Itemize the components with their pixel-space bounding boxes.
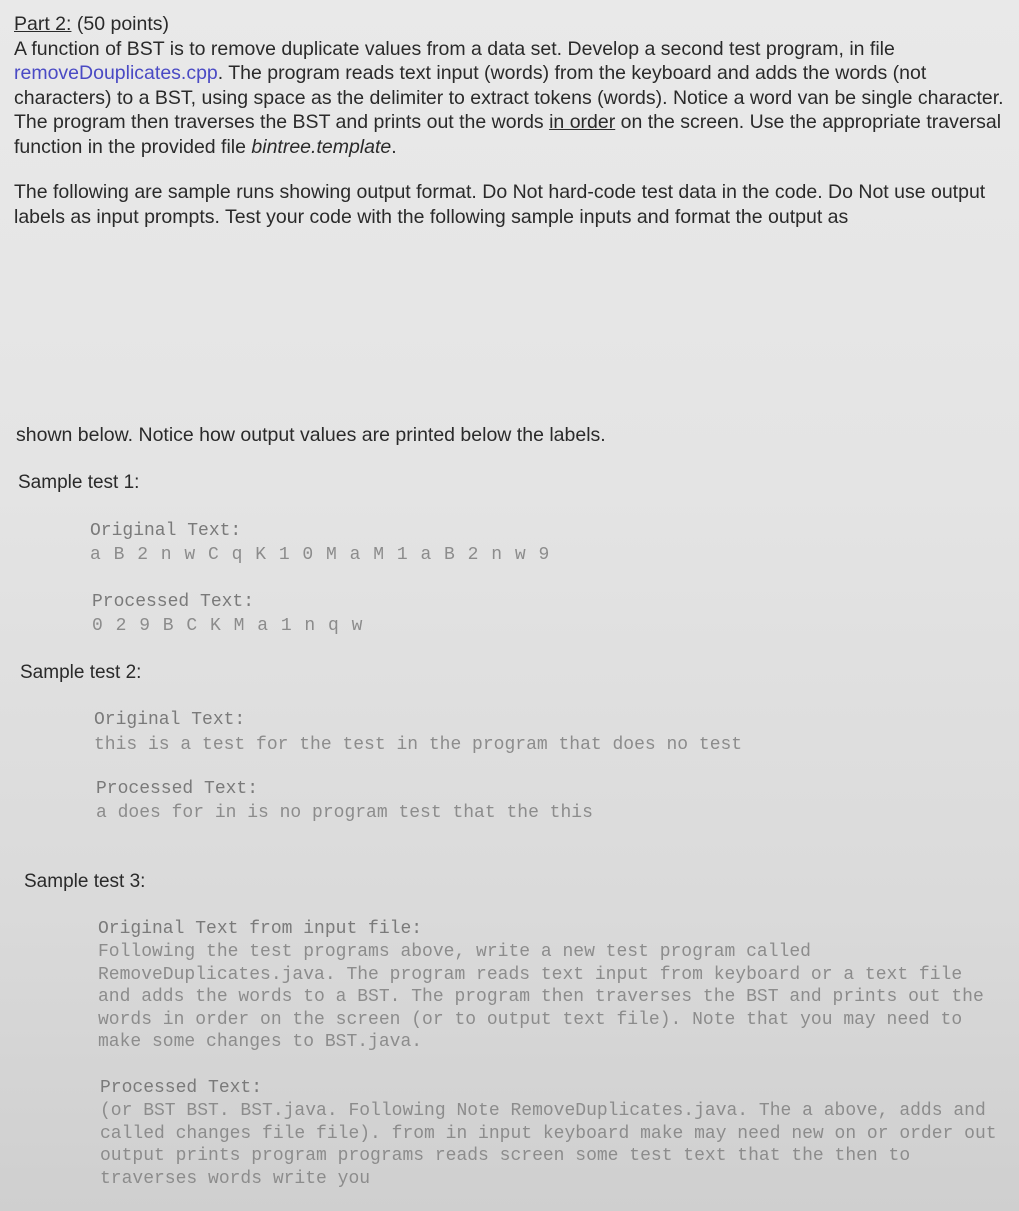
part-points: (50 points) <box>71 13 170 35</box>
sample-3-processed-text: (or BST BST. BST.java. Following Note RemoveDuplicates.java. The a above, adds and called changes file file). from in input keyboard make may need new on or order out output prints program programs reads screen some test text that the then to traverses words write you <box>100 1101 1008 1189</box>
sample-1-title: Sample test 1: <box>18 472 140 493</box>
sample-2-processed-label: Processed Text: <box>96 779 259 799</box>
intro-paragraph <box>14 12 1009 159</box>
sample-3-processed-label: Processed Text: <box>100 1078 263 1098</box>
filename-link: removeDouplicates.cpp <box>14 62 218 84</box>
template-filename: bintree.template <box>251 135 392 158</box>
in-order-text: in order <box>549 111 616 133</box>
sample-2-title: Sample test 2: <box>20 662 142 683</box>
sample-2-original-label: Original Text: <box>94 710 246 730</box>
sample-2-original-text: this is a test for the test in the program that does no test <box>94 735 743 755</box>
sample-3-title: Sample test 3: <box>24 871 146 892</box>
sample-1-processed-label: Processed Text: <box>92 592 255 612</box>
sample-2-processed-text: a does for in is no program test that the this <box>96 803 593 823</box>
sample-3-original-text: Following the test programs above, write a new test program called RemoveDuplicates.java. The program reads text input from keyboard or a text file and adds the words to a BST. The program then traverses the BST and prints out the words in order on the screen (or to output text file). Note that you may need to make some changes to BST.java. <box>98 942 995 1052</box>
intro-text-1: A function of BST is to remove duplicate values from a data set. Develop a second test program, in file <box>14 37 895 60</box>
notice-paragraph: shown below. Notice how output values are printed below the labels. <box>16 424 606 446</box>
intro-text-4: . <box>391 135 397 158</box>
instructions-paragraph: The following are sample runs showing output format. Do Not hard-code test data in the code. Do Not use output labels as input prompts. Test your code with the following sample inputs and format the output as <box>14 181 986 228</box>
intro-text-2: . The program reads text input (words) from the keyboard and adds the words (not characters) to a BST, using space as the delimiter to extract tokens (words). Notice a word van be single character. The program then traverses the BST and prints out the words <box>14 62 1004 133</box>
sample-1-processed-text: 0 2 9 B C K M a 1 n q w <box>92 616 364 636</box>
sample-1-original-label: Original Text: <box>90 521 242 541</box>
part-label: Part 2: <box>14 13 72 35</box>
intro-text-3: on the screen. Use the appropriate traversal function in the provided file <box>14 111 1002 158</box>
sample-1-original-text: a B 2 n w C q K 1 0 M a M 1 a B 2 n w 9 <box>90 545 551 565</box>
sample-3-original-label: Original Text from input file: <box>98 919 423 939</box>
part-heading <box>14 12 1009 37</box>
